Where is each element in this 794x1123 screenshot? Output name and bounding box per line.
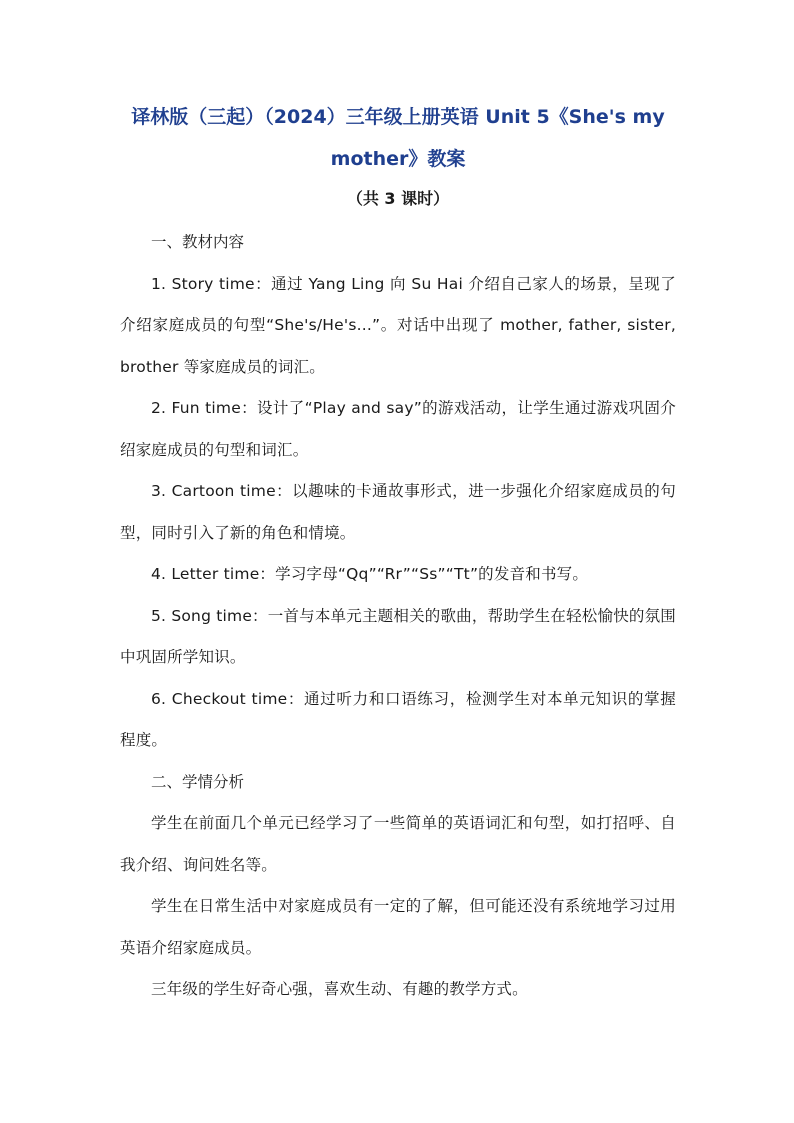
document-subtitle: （共 3 课时） bbox=[346, 189, 450, 208]
paragraph-story-time: 1. Story time：通过 Yang Ling 向 Su Hai 介绍自己家人的场景，呈现了介绍家庭成员的句型“She's/He's...”。对话中出现了 mother, father, sister, brother 等家庭成员的词汇。 bbox=[120, 274, 676, 376]
document-title: 译林版（三起）（2024）三年级上册英语 Unit 5《She's my mother》教案 bbox=[131, 106, 665, 170]
paragraph-letter-time: 4. Letter time：学习字母“Qq”“Rr”“Ss”“Tt”的发音和书写。 bbox=[151, 565, 589, 583]
section-heading-student-analysis: 二、学情分析 bbox=[151, 772, 245, 791]
paragraph-song-time: 5. Song time：一首与本单元主题相关的歌曲，帮助学生在轻松愉快的氛围中巩固所学知识。 bbox=[120, 606, 676, 666]
paragraph-student-analysis-1: 学生在前面几个单元已经学习了一些简单的英语词汇和句型，如打招呼、自我介绍、询问姓名等。 bbox=[120, 814, 676, 874]
paragraph-checkout-time: 6. Checkout time：通过听力和口语练习，检测学生对本单元知识的掌握程度。 bbox=[120, 689, 676, 749]
paragraph-student-analysis-3: 三年级的学生好奇心强，喜欢生动、有趣的教学方式。 bbox=[151, 980, 528, 998]
section-heading-materials: 一、教材内容 bbox=[151, 233, 245, 251]
paragraph-fun-time: 2. Fun time：设计了“Play and say”的游戏活动，让学生通过游戏巩固介绍家庭成员的句型和词汇。 bbox=[120, 399, 676, 459]
paragraph-cartoon-time: 3. Cartoon time：以趣味的卡通故事形式，进一步强化介绍家庭成员的句型，同时引入了新的角色和情境。 bbox=[120, 482, 676, 542]
paragraph-student-analysis-2: 学生在日常生活中对家庭成员有一定的了解，但可能还没有系统地学习过用英语介绍家庭成员。 bbox=[120, 897, 676, 957]
